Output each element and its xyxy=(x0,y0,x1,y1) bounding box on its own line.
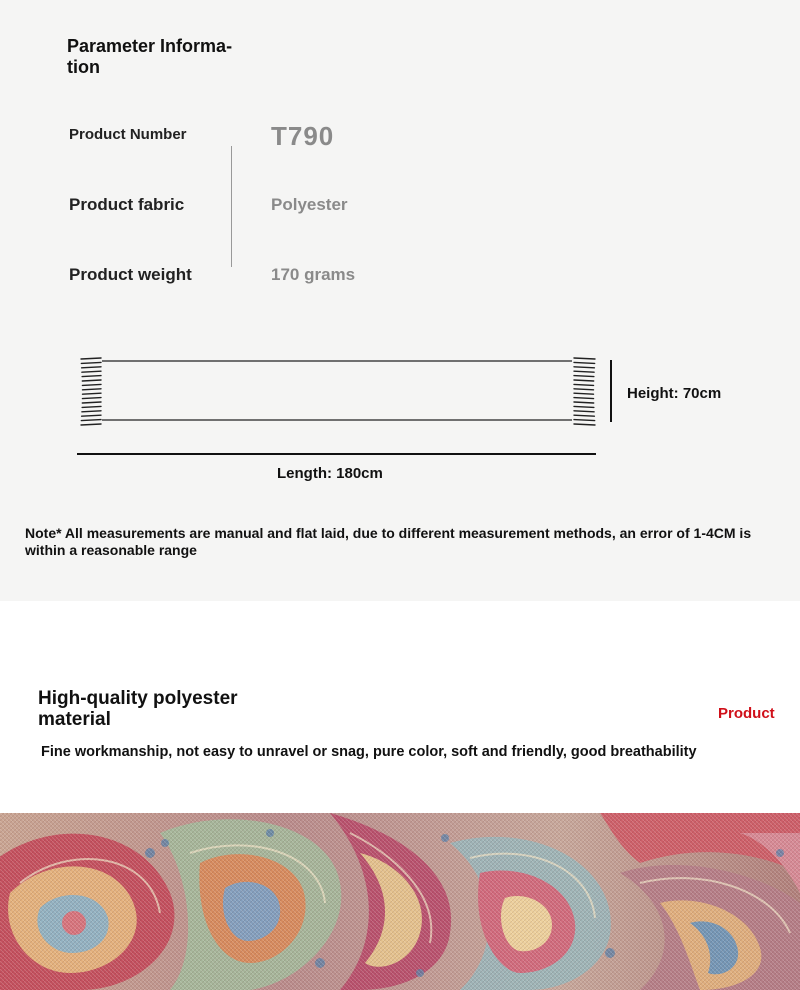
length-label: Length: 180cm xyxy=(277,465,383,482)
measurement-note: Note* All measurements are manual and flat laid, due to different measurement methods, an error of 1-4CM is within a reasonable range xyxy=(25,525,752,558)
scarf-fringe-left xyxy=(81,358,101,425)
feature-tag: Product xyxy=(718,705,775,722)
label-product-number: Product Number xyxy=(69,126,187,143)
fringe-strand xyxy=(574,398,594,399)
fringe-strand xyxy=(82,371,101,372)
scarf-outline xyxy=(102,361,572,420)
fringe-strand xyxy=(574,406,594,407)
scarf-fringe-right xyxy=(574,358,595,425)
label-product-fabric: Product fabric xyxy=(69,195,185,214)
fringe-strand xyxy=(82,398,101,399)
fringe-strand xyxy=(82,393,101,394)
fringe-strand xyxy=(574,393,594,394)
value-product-weight: 170 grams xyxy=(271,265,356,284)
fringe-strand xyxy=(81,362,101,363)
parameter-divider xyxy=(231,146,232,267)
fringe-strand xyxy=(82,402,101,403)
fringe-strand xyxy=(574,371,594,372)
feature-title: High-quality polyester material xyxy=(38,688,238,730)
fringe-strand xyxy=(574,415,594,416)
fringe-strand xyxy=(82,406,101,407)
label-product-weight: Product weight xyxy=(69,265,192,284)
fringe-strand xyxy=(574,402,594,403)
fringe-strand xyxy=(82,376,101,377)
fringe-strand xyxy=(81,420,101,421)
paisley-fabric-photo xyxy=(0,813,800,990)
height-label: Height: 70cm xyxy=(627,385,722,402)
fringe-strand xyxy=(81,358,101,359)
fringe-strand xyxy=(81,424,101,425)
fringe-strand xyxy=(82,384,101,385)
fringe-strand xyxy=(574,411,594,412)
fringe-strand xyxy=(574,420,595,421)
fringe-strand xyxy=(574,380,594,381)
fringe-strand xyxy=(82,411,101,412)
fringe-strand xyxy=(82,380,101,381)
fringe-strand xyxy=(574,358,595,359)
fringe-strand xyxy=(82,367,101,368)
paisley-fabric-image xyxy=(0,813,800,990)
fringe-strand xyxy=(574,424,595,425)
feature-description: Fine workmanship, not easy to unravel or snag, pure color, soft and friendly, good breathability xyxy=(41,744,697,760)
fringe-strand xyxy=(82,389,101,390)
fringe-strand xyxy=(574,384,594,385)
parameter-title: Parameter Informa-tion xyxy=(67,36,233,77)
fringe-strand xyxy=(574,367,594,368)
scarf-dimension-diagram xyxy=(0,340,800,465)
value-product-fabric: Polyester xyxy=(271,195,348,214)
fringe-strand xyxy=(574,376,594,377)
fringe-strand xyxy=(574,362,595,363)
value-product-number: T790 xyxy=(271,121,335,151)
fringe-strand xyxy=(82,415,101,416)
fringe-strand xyxy=(574,389,594,390)
